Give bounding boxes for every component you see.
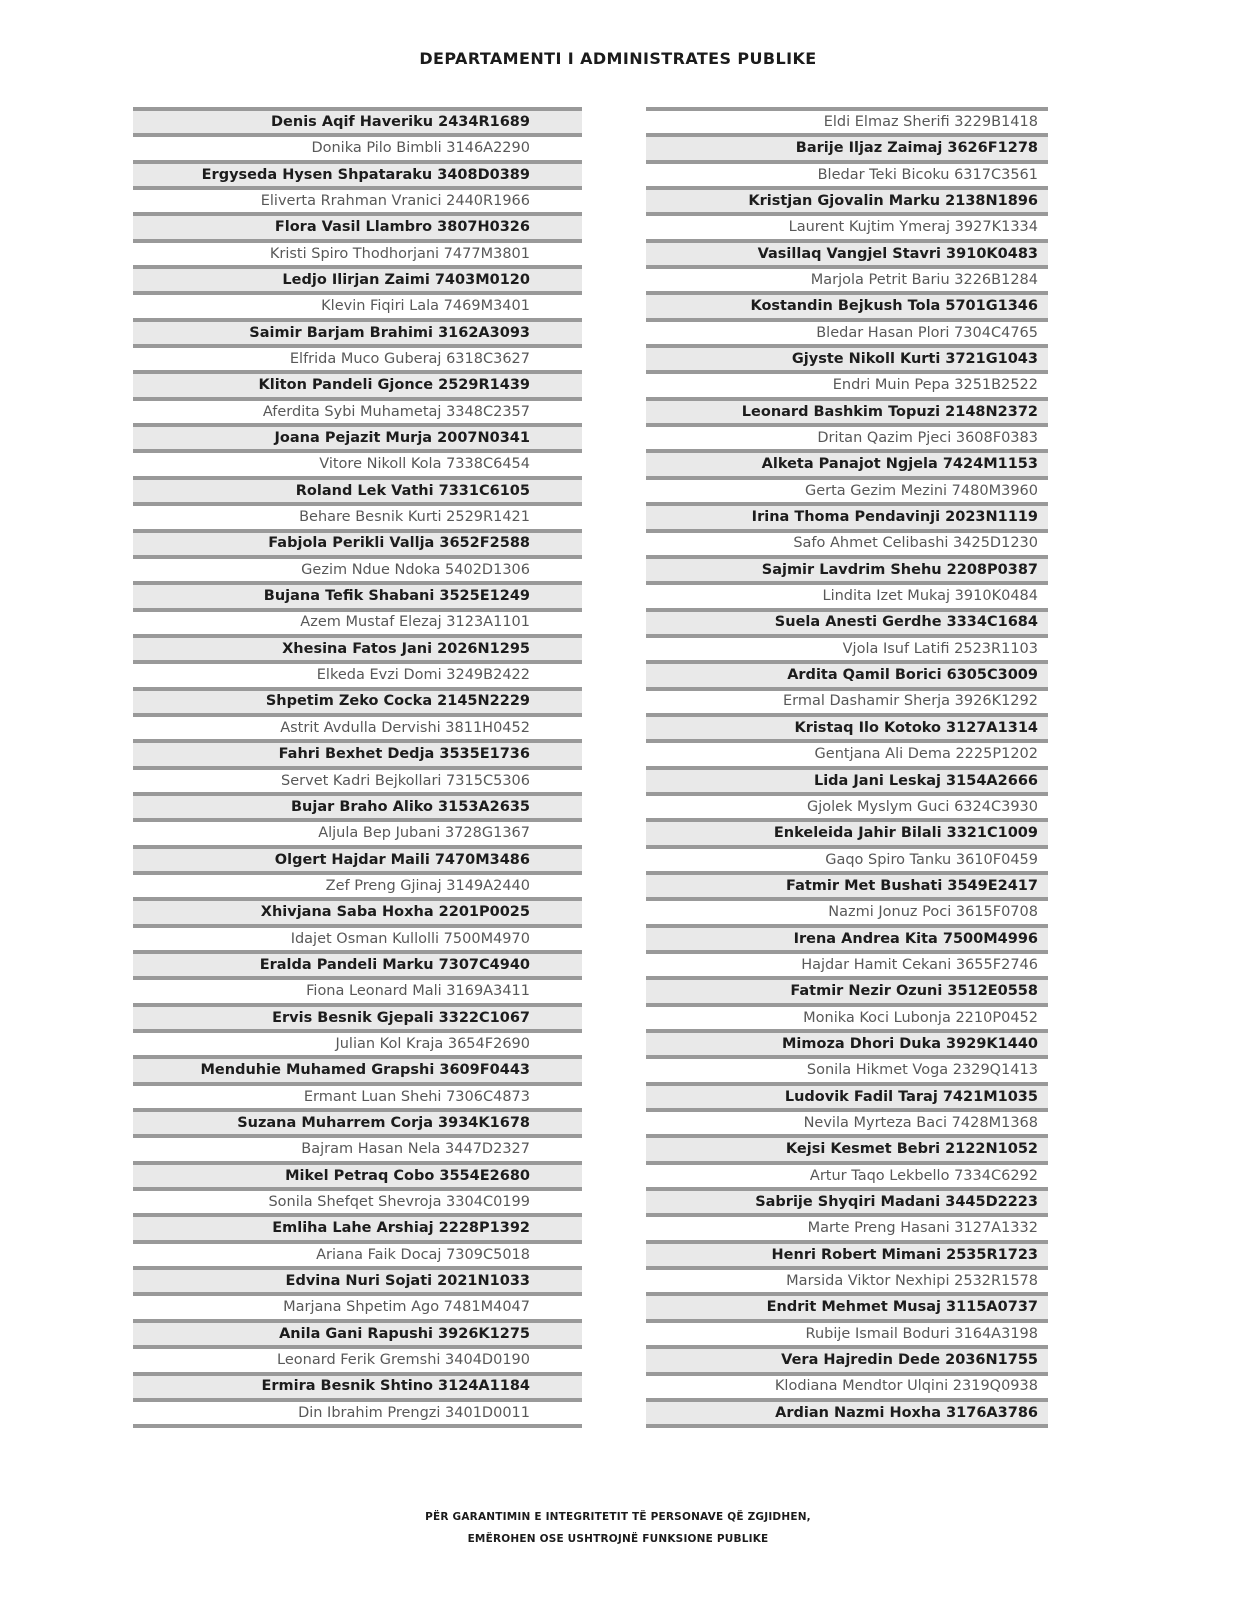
- person-entry: Sonila Hikmet Voga 2329Q1413: [806, 1062, 1038, 1079]
- person-entry: Artur Taqo Lekbello 7334C6292: [809, 1167, 1038, 1184]
- list-item: [646, 739, 1048, 765]
- person-entry: Nazmi Jonuz Poci 3615F0708: [828, 904, 1038, 921]
- person-entry: Kostandin Bejkush Tola 5701G1346: [750, 298, 1038, 315]
- list-item: [133, 1319, 582, 1345]
- person-entry: Klevin Fiqiri Lala 7469M3401: [321, 298, 530, 315]
- name-list-left-column: [133, 107, 582, 1428]
- list-item: [133, 1292, 582, 1318]
- list-item: [133, 634, 582, 660]
- name-list-right-column: [646, 107, 1048, 1428]
- list-item: [646, 1134, 1048, 1160]
- person-entry: Leonard Ferik Gremshi 3404D0190: [277, 1352, 530, 1369]
- list-item: [646, 845, 1048, 871]
- list-item: [646, 1108, 1048, 1134]
- list-item: [133, 397, 582, 423]
- person-entry: Mimoza Dhori Duka 3929K1440: [781, 1035, 1038, 1052]
- list-item: [133, 476, 582, 502]
- person-entry: Edvina Nuri Sojati 2021N1033: [285, 1273, 530, 1290]
- person-entry: Elkeda Evzi Domi 3249B2422: [316, 667, 530, 684]
- list-item: [133, 555, 582, 581]
- list-item: [133, 239, 582, 265]
- list-item: [646, 634, 1048, 660]
- person-entry: Ardita Qamil Borici 6305C3009: [787, 667, 1038, 684]
- list-item: [133, 160, 582, 186]
- list-item: [133, 1161, 582, 1187]
- person-entry: Eralda Pandeli Marku 7307C4940: [259, 956, 530, 973]
- list-item: [646, 792, 1048, 818]
- person-entry: Kliton Pandeli Gjonce 2529R1439: [258, 377, 530, 394]
- list-item: [133, 212, 582, 238]
- list-item: [646, 818, 1048, 844]
- person-entry: Suzana Muharrem Corja 3934K1678: [237, 1114, 530, 1131]
- person-entry: Sonila Shefqet Shevroja 3304C0199: [268, 1194, 530, 1211]
- person-entry: Mikel Petraq Cobo 3554E2680: [285, 1167, 530, 1184]
- person-entry: Kejsi Kesmet Bebri 2122N1052: [785, 1141, 1038, 1158]
- person-entry: Denis Aqif Haveriku 2434R1689: [271, 113, 530, 130]
- person-entry: Hajdar Hamit Cekani 3655F2746: [801, 956, 1038, 973]
- list-item: [646, 423, 1048, 449]
- person-entry: Saimir Barjam Brahimi 3162A3093: [249, 324, 530, 341]
- list-item: [133, 529, 582, 555]
- person-entry: Ermal Dashamir Sherja 3926K1292: [782, 693, 1038, 710]
- person-entry: Endrit Mehmet Musaj 3115A0737: [766, 1299, 1038, 1316]
- list-item: [646, 212, 1048, 238]
- list-item: [133, 1108, 582, 1134]
- page-title: DEPARTAMENTI I ADMINISTRATES PUBLIKE: [419, 49, 817, 68]
- list-item: [646, 950, 1048, 976]
- person-entry: Enkeleida Jahir Bilali 3321C1009: [773, 825, 1038, 842]
- page-footer: [0, 1506, 1236, 1550]
- person-entry: Kristjan Gjovalin Marku 2138N1896: [748, 192, 1038, 209]
- person-entry: Irina Thoma Pendavinji 2023N1119: [751, 509, 1038, 526]
- list-item: [133, 1134, 582, 1160]
- person-entry: Behare Besnik Kurti 2529R1421: [299, 509, 530, 526]
- list-item: [133, 1372, 582, 1398]
- person-entry: Gentjana Ali Dema 2225P1202: [814, 746, 1038, 763]
- person-entry: Joana Pejazit Murja 2007N0341: [274, 430, 530, 447]
- list-item: [133, 950, 582, 976]
- list-item: [133, 291, 582, 317]
- list-item: [646, 476, 1048, 502]
- person-entry: Emliha Lahe Arshiaj 2228P1392: [272, 1220, 530, 1237]
- list-item: [646, 1029, 1048, 1055]
- person-entry: Henri Robert Mimani 2535R1723: [771, 1246, 1038, 1263]
- list-item: [646, 370, 1048, 396]
- person-entry: Olgert Hajdar Maili 7470M3486: [274, 851, 530, 868]
- list-item: [646, 1345, 1048, 1371]
- person-entry: Ermira Besnik Shtino 3124A1184: [261, 1378, 530, 1395]
- list-item: [646, 529, 1048, 555]
- person-entry: Donika Pilo Bimbli 3146A2290: [311, 140, 530, 157]
- list-item: [646, 687, 1048, 713]
- person-entry: Fiona Leonard Mali 3169A3411: [306, 983, 530, 1000]
- person-entry: Ludovik Fadil Taraj 7421M1035: [784, 1088, 1038, 1105]
- person-entry: Sajmir Lavdrim Shehu 2208P0387: [761, 561, 1038, 578]
- person-entry: Menduhie Muhamed Grapshi 3609F0443: [200, 1062, 530, 1079]
- list-item: [133, 502, 582, 528]
- list-item: [133, 1398, 582, 1424]
- list-item: [646, 1213, 1048, 1239]
- list-item: [133, 608, 582, 634]
- person-entry: Ariana Faik Docaj 7309C5018: [316, 1246, 530, 1263]
- person-entry: Endri Muin Pepa 3251B2522: [832, 377, 1038, 394]
- person-entry: Laurent Kujtim Ymeraj 3927K1334: [788, 219, 1038, 236]
- list-item: [646, 160, 1048, 186]
- list-item: [133, 924, 582, 950]
- list-item: [646, 1161, 1048, 1187]
- person-entry: Rubije Ismail Boduri 3164A3198: [805, 1325, 1038, 1342]
- person-entry: Din Ibrahim Prengzi 3401D0011: [298, 1404, 530, 1421]
- list-item: [133, 660, 582, 686]
- person-entry: Sabrije Shyqiri Madani 3445D2223: [755, 1194, 1038, 1211]
- person-entry: Monika Koci Lubonja 2210P0452: [803, 1009, 1038, 1026]
- list-item: [133, 845, 582, 871]
- person-entry: Safo Ahmet Celibashi 3425D1230: [793, 535, 1038, 552]
- list-item: [133, 449, 582, 475]
- list-item: [133, 318, 582, 344]
- list-item: [646, 239, 1048, 265]
- person-entry: Azem Mustaf Elezaj 3123A1101: [300, 614, 530, 631]
- person-entry: Bledar Teki Bicoku 6317C3561: [817, 166, 1038, 183]
- list-item: [646, 871, 1048, 897]
- person-entry: Bujana Tefik Shabani 3525E1249: [263, 588, 530, 605]
- person-entry: Eldi Elmaz Sherifi 3229B1418: [823, 113, 1038, 130]
- person-entry: Bajram Hasan Nela 3447D2327: [301, 1141, 530, 1158]
- footer-line-1: PËR GARANTIMIN E INTEGRITETIT TË PERSONAVE QË ZGJIDHEN,: [425, 1511, 811, 1523]
- list-item: [646, 1266, 1048, 1292]
- list-item: [646, 976, 1048, 1002]
- person-entry: Anila Gani Rapushi 3926K1275: [279, 1325, 530, 1342]
- list-item: [133, 739, 582, 765]
- list-item: [133, 1029, 582, 1055]
- person-entry: Ervis Besnik Gjepali 3322C1067: [272, 1009, 530, 1026]
- person-entry: Shpetim Zeko Cocka 2145N2229: [265, 693, 530, 710]
- person-entry: Lindita Izet Mukaj 3910K0484: [822, 588, 1038, 605]
- person-entry: Marjana Shpetim Ago 7481M4047: [283, 1299, 530, 1316]
- person-entry: Gjolek Myslym Guci 6324C3930: [806, 798, 1038, 815]
- list-item: [646, 1003, 1048, 1029]
- person-entry: Xhivjana Saba Hoxha 2201P0025: [260, 904, 530, 921]
- person-entry: Fahri Bexhet Dedja 3535E1736: [278, 746, 530, 763]
- list-item: [646, 555, 1048, 581]
- list-item: [646, 581, 1048, 607]
- person-entry: Kristaq Ilo Kotoko 3127A1314: [794, 719, 1038, 736]
- list-item: [133, 976, 582, 1002]
- person-entry: Ergyseda Hysen Shpataraku 3408D0389: [201, 166, 530, 183]
- person-entry: Alketa Panajot Ngjela 7424M1153: [761, 456, 1038, 473]
- person-entry: Idajet Osman Kullolli 7500M4970: [290, 930, 530, 947]
- list-item: [133, 871, 582, 897]
- list-item: [133, 818, 582, 844]
- list-item: [133, 1345, 582, 1371]
- list-item: [646, 660, 1048, 686]
- list-item: [133, 1082, 582, 1108]
- person-entry: Fabjola Perikli Vallja 3652F2588: [268, 535, 530, 552]
- list-item: [646, 397, 1048, 423]
- list-item: [646, 1055, 1048, 1081]
- person-entry: Marte Preng Hasani 3127A1332: [807, 1220, 1038, 1237]
- person-entry: Bledar Hasan Plori 7304C4765: [816, 324, 1038, 341]
- list-item: [646, 265, 1048, 291]
- list-item: [133, 133, 582, 159]
- person-entry: Flora Vasil Llambro 3807H0326: [274, 219, 530, 236]
- person-entry: Suela Anesti Gerdhe 3334C1684: [774, 614, 1038, 631]
- person-entry: Servet Kadri Bejkollari 7315C5306: [281, 772, 530, 789]
- list-item: [646, 1319, 1048, 1345]
- list-item: [646, 766, 1048, 792]
- person-entry: Xhesina Fatos Jani 2026N1295: [282, 640, 530, 657]
- person-entry: Kristi Spiro Thodhorjani 7477M3801: [269, 245, 530, 262]
- person-entry: Ardian Nazmi Hoxha 3176A3786: [775, 1404, 1038, 1421]
- person-entry: Ledjo Ilirjan Zaimi 7403M0120: [282, 271, 530, 288]
- list-item: [133, 265, 582, 291]
- list-item: [133, 423, 582, 449]
- list-item: [133, 1266, 582, 1292]
- list-item: [646, 1292, 1048, 1318]
- list-item: [646, 318, 1048, 344]
- person-entry: Aljula Bep Jubani 3728G1367: [318, 825, 530, 842]
- list-item: [133, 897, 582, 923]
- list-item: [646, 133, 1048, 159]
- list-item: [133, 1003, 582, 1029]
- person-entry: Lida Jani Leskaj 3154A2666: [813, 772, 1038, 789]
- person-entry: Vera Hajredin Dede 2036N1755: [781, 1352, 1038, 1369]
- person-entry: Fatmir Nezir Ozuni 3512E0558: [790, 983, 1038, 1000]
- list-item: [133, 687, 582, 713]
- person-entry: Vjola Isuf Latifi 2523R1103: [842, 640, 1038, 657]
- list-item: [646, 924, 1048, 950]
- list-item: [133, 370, 582, 396]
- person-entry: Leonard Bashkim Topuzi 2148N2372: [741, 403, 1038, 420]
- person-entry: Marjola Petrit Bariu 3226B1284: [810, 271, 1038, 288]
- list-item: [646, 1082, 1048, 1108]
- person-entry: Gezim Ndue Ndoka 5402D1306: [301, 561, 530, 578]
- list-item: [646, 186, 1048, 212]
- list-item: [646, 713, 1048, 739]
- person-entry: Astrit Avdulla Dervishi 3811H0452: [280, 719, 530, 736]
- list-item: [646, 107, 1048, 133]
- list-item: [133, 1213, 582, 1239]
- list-item: [646, 1187, 1048, 1213]
- person-entry: Dritan Qazim Pjeci 3608F0383: [817, 430, 1038, 447]
- person-entry: Irena Andrea Kita 7500M4996: [793, 930, 1038, 947]
- person-entry: Marsida Viktor Nexhipi 2532R1578: [786, 1273, 1038, 1290]
- person-entry: Eliverta Rrahman Vranici 2440R1966: [260, 192, 530, 209]
- list-item: [133, 107, 582, 133]
- person-entry: Elfrida Muco Guberaj 6318C3627: [289, 351, 530, 368]
- person-entry: Gerta Gezim Mezini 7480M3960: [804, 482, 1038, 499]
- person-entry: Bujar Braho Aliko 3153A2635: [290, 798, 530, 815]
- list-item: [133, 766, 582, 792]
- list-item: [646, 1372, 1048, 1398]
- person-entry: Fatmir Met Bushati 3549E2417: [786, 877, 1038, 894]
- list-item: [133, 1240, 582, 1266]
- list-item: [646, 502, 1048, 528]
- person-entry: Nevila Myrteza Baci 7428M1368: [803, 1114, 1038, 1131]
- list-item: [646, 291, 1048, 317]
- person-entry: Roland Lek Vathi 7331C6105: [295, 482, 530, 499]
- list-item: [133, 713, 582, 739]
- list-item: [133, 344, 582, 370]
- list-item: [646, 449, 1048, 475]
- person-entry: Barije Iljaz Zaimaj 3626F1278: [795, 140, 1038, 157]
- person-entry: Julian Kol Kraja 3654F2690: [335, 1035, 530, 1052]
- list-item: [646, 897, 1048, 923]
- list-item: [646, 344, 1048, 370]
- list-item: [646, 1398, 1048, 1424]
- list-item: [133, 186, 582, 212]
- list-item: [133, 1187, 582, 1213]
- person-entry: Zef Preng Gjinaj 3149A2440: [325, 877, 530, 894]
- person-entry: Aferdita Sybi Muhametaj 3348C2357: [262, 403, 530, 420]
- person-entry: Gaqo Spiro Tanku 3610F0459: [825, 851, 1038, 868]
- footer-line-2: EMËROHEN OSE USHTROJNË FUNKSIONE PUBLIKE: [467, 1533, 769, 1545]
- person-entry: Ermant Luan Shehi 7306C4873: [303, 1088, 530, 1105]
- person-entry: Klodiana Mendtor Ulqini 2319Q0938: [774, 1378, 1038, 1395]
- list-item: [133, 1055, 582, 1081]
- list-item: [133, 792, 582, 818]
- list-item: [646, 1240, 1048, 1266]
- list-item: [133, 581, 582, 607]
- person-entry: Vitore Nikoll Kola 7338C6454: [319, 456, 530, 473]
- person-entry: Gjyste Nikoll Kurti 3721G1043: [791, 351, 1038, 368]
- list-item: [646, 608, 1048, 634]
- person-entry: Vasillaq Vangjel Stavri 3910K0483: [757, 245, 1038, 262]
